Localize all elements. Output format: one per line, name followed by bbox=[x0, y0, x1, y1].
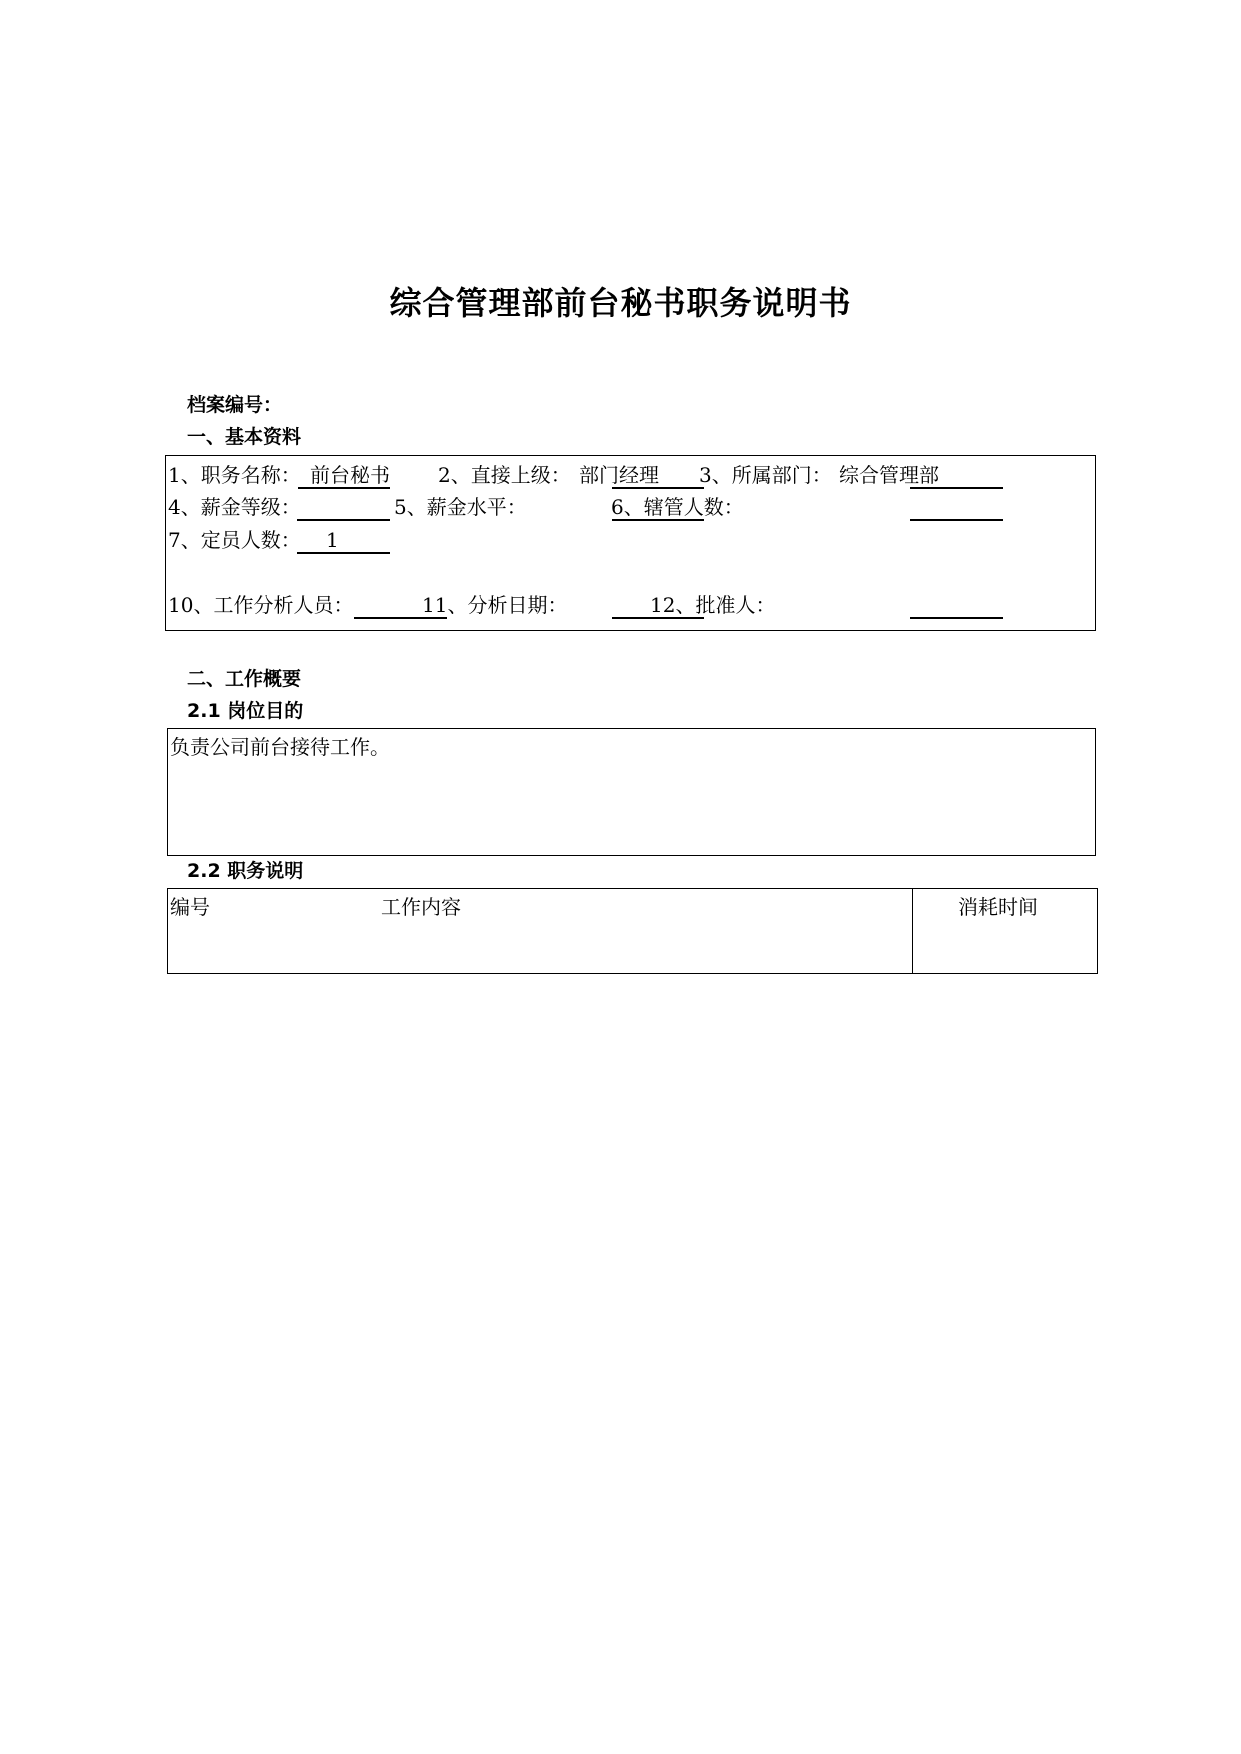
managed-count-value-underline bbox=[910, 519, 1003, 521]
supervisor-label: 2、直接上级： bbox=[438, 463, 571, 487]
supervisor-underline bbox=[612, 487, 704, 489]
approver-label: 12、批准人： bbox=[650, 593, 776, 617]
analyst-underline bbox=[354, 617, 447, 619]
approver-underline bbox=[910, 617, 1003, 619]
purpose-box bbox=[167, 728, 1096, 856]
purpose-text: 负责公司前台接待工作。 bbox=[170, 735, 390, 759]
duties-heading: 2.2 职务说明 bbox=[187, 860, 304, 882]
archive-number-label: 档案编号： bbox=[187, 394, 283, 416]
department-label: 3、所属部门： bbox=[699, 463, 832, 487]
analysis-date-label: 11、分析日期： bbox=[422, 593, 568, 617]
duties-col-content: 工作内容 bbox=[381, 895, 461, 919]
document-title: 综合管理部前台秘书职务说明书 bbox=[389, 284, 852, 322]
salary-level-label: 5、薪金水平： bbox=[394, 495, 527, 519]
staff-count-label: 7、定员人数： bbox=[168, 528, 301, 552]
purpose-heading: 2.1 岗位目的 bbox=[187, 700, 304, 722]
job-title-label: 1、职务名称： bbox=[168, 463, 301, 487]
section-basic-info-heading: 一、基本资料 bbox=[187, 426, 302, 448]
job-title-underline bbox=[298, 487, 390, 489]
department-underline bbox=[910, 487, 1003, 489]
section-work-summary-heading: 二、工作概要 bbox=[187, 668, 302, 690]
duties-col-time: 消耗时间 bbox=[958, 895, 1038, 919]
analyst-label: 10、工作分析人员： bbox=[168, 593, 354, 617]
supervisor-value: 部门经理 bbox=[579, 463, 659, 487]
duties-col-number: 编号 bbox=[170, 895, 210, 919]
duties-table-divider bbox=[912, 889, 913, 973]
staff-count-value: 1 bbox=[326, 528, 339, 552]
basic-info-box bbox=[165, 455, 1096, 631]
department-value: 综合管理部 bbox=[839, 463, 939, 487]
duties-table bbox=[167, 888, 1098, 974]
job-title-value: 前台秘书 bbox=[310, 463, 390, 487]
salary-grade-label: 4、薪金等级： bbox=[168, 495, 301, 519]
staff-count-underline bbox=[297, 552, 390, 554]
managed-count-underline bbox=[612, 519, 704, 521]
analysis-date-underline bbox=[612, 617, 704, 619]
managed-count-label: 6、辖管人数： bbox=[611, 495, 744, 519]
salary-grade-underline bbox=[297, 519, 390, 521]
